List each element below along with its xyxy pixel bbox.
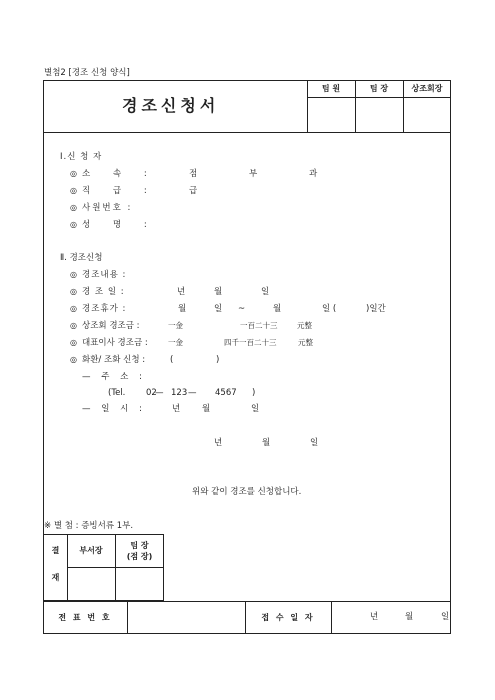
event-leave-tilde: ~ [238, 304, 246, 314]
datetime-label: — 일 시 : [82, 404, 142, 414]
approval-top-chair: 상조회장 [411, 84, 443, 93]
bullet-icon: ◎ [70, 169, 77, 178]
event-leave-month: 월 [178, 304, 187, 314]
field-affiliation-label: 소 속 : [82, 169, 147, 179]
wreath-open: ( [170, 355, 174, 365]
field-affiliation-branch: 점 [189, 169, 198, 179]
tel-dash2: — [188, 388, 197, 398]
date-line-month: 월 [262, 438, 271, 448]
mutual-aid-prefix: 一金 [168, 321, 183, 330]
tel-close: ) [252, 388, 256, 398]
tel-part2: 123 [171, 388, 188, 398]
bullet-icon: ◎ [70, 321, 77, 330]
ceo-aid-label: 대표이사 경조금 : [82, 338, 148, 348]
tel-dash1: — [155, 388, 164, 398]
field-rank-label: 직 급 : [82, 186, 147, 196]
statement-text: 위와 같이 경조를 신청합니다. [192, 487, 302, 497]
attachment-label: 별첨2 [경조 신청 양식] [44, 68, 130, 78]
bullet-icon: ◎ [70, 355, 77, 364]
footer-divider [127, 601, 128, 634]
field-rank-value: 급 [189, 186, 198, 196]
mutual-aid-amount: 一百二十三 [240, 321, 278, 330]
field-affiliation-section: 과 [309, 169, 318, 179]
wreath-close: ) [216, 355, 220, 365]
footer-day: 일 [441, 612, 450, 622]
field-empno-label: 사원번호 : [82, 203, 133, 213]
form-title: 경조신청서 [122, 96, 220, 115]
date-line-year: 년 [214, 438, 223, 448]
field-name-label: 성 명 : [82, 220, 147, 230]
event-leave-label: 경조휴가 : [82, 304, 127, 314]
field-affiliation-dept: 부 [249, 169, 258, 179]
footer-divider [331, 601, 332, 634]
tel-prefix: (Tel. [108, 388, 126, 398]
footer-year: 년 [370, 612, 379, 622]
event-leave-month2: 월 [273, 304, 282, 314]
bullet-icon: ◎ [70, 203, 77, 212]
approval-bottom-team-label: 팀 장 [130, 540, 149, 550]
approval-bottom-team-head [115, 534, 164, 567]
mutual-aid-unit: 元整 [297, 321, 312, 330]
event-date-year: 년 [177, 287, 186, 297]
tel-part1: 02 [146, 388, 157, 398]
ceo-aid-prefix: 一金 [168, 338, 183, 347]
ceo-aid-amount: 四千一百二十三 [224, 338, 277, 347]
event-leave-day: 일 [214, 304, 223, 314]
voucher-number-label: 전 표 번 호 [58, 613, 112, 622]
approval-bottom-header-line [67, 567, 164, 568]
bullet-icon: ◎ [70, 220, 77, 229]
datetime-month: 월 [202, 404, 211, 414]
approval-top-header-line [307, 97, 451, 98]
receipt-date-label: 접 수 일 자 [261, 613, 315, 622]
footer-month: 월 [405, 612, 414, 622]
approval-bottom-dept-head: 부서장 [79, 546, 103, 555]
datetime-year: 년 [172, 404, 181, 414]
approval-bottom-side: 결 재 [51, 546, 60, 589]
bullet-icon: ◎ [70, 186, 77, 195]
bullet-icon: ◎ [70, 270, 77, 279]
event-leave-suffix: )일간 [366, 304, 386, 314]
event-leave-day2: 일 ( [322, 304, 337, 314]
event-date-month: 월 [214, 287, 223, 297]
ceo-aid-unit: 元整 [298, 338, 313, 347]
bullet-icon: ◎ [70, 304, 77, 313]
title-divider [43, 132, 451, 133]
approval-top-leader: 팀 장 [369, 84, 389, 93]
event-date-day: 일 [261, 287, 270, 297]
event-content-label: 경조내용 : [82, 270, 127, 280]
wreath-label: 화환/ 조화 신청 : [82, 355, 146, 365]
approval-top-member: 팀 원 [321, 84, 341, 93]
datetime-day: 일 [251, 404, 260, 414]
approval-bottom-branch-label: (점 장) [126, 551, 153, 561]
section2-title: Ⅱ. 경조신청 [60, 253, 103, 263]
address-label: — 주 소 : [82, 372, 142, 382]
mutual-aid-label: 상조회 경조금 : [82, 321, 140, 331]
event-date-label: 경 조 일 : [82, 287, 125, 297]
tel-part3: 4567 [215, 388, 237, 398]
bullet-icon: ◎ [70, 338, 77, 347]
section1-title: Ⅰ.신 청 자 [60, 152, 103, 162]
date-line-day: 일 [310, 438, 319, 448]
bullet-icon: ◎ [70, 287, 77, 296]
attachment-note: ※ 별 첨 : 증빙서류 1부. [44, 521, 134, 531]
